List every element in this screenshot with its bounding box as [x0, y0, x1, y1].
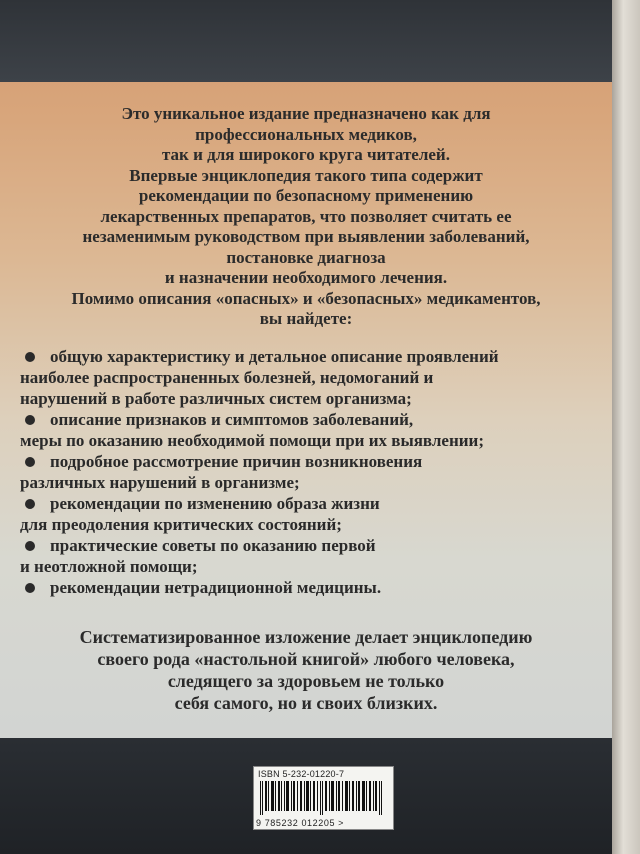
intro-line: Впервые энциклопедия такого типа содержит — [129, 165, 483, 185]
bullet-line: меры по оказанию необходимой помощи при их выявлении; — [20, 431, 484, 450]
bullet-line: для преодоления критических состояний; — [20, 515, 342, 534]
bullet-item — [20, 577, 605, 598]
intro-text — [0, 104, 612, 330]
intro-line: незаменимым руководством при выявлении заболеваний, — [82, 227, 530, 246]
bullet-dot-icon — [25, 352, 35, 362]
intro-line: профессиональных медиков, — [195, 124, 417, 144]
bullet-item — [20, 535, 605, 577]
intro-line: Помимо описания «опасных» и «безопасных» медикаментов, — [71, 288, 541, 308]
intro-line: лекарственных препаратов, что позволяет считать ее — [100, 206, 512, 226]
bullet-dot-icon — [25, 457, 35, 467]
barcode-icon — [260, 781, 386, 815]
bullet-dot-icon — [25, 583, 35, 593]
barcode-label — [253, 766, 394, 830]
bullet-dot-icon — [25, 415, 35, 425]
bullet-line: и неотложной помощи; — [20, 557, 198, 576]
top-dark-band — [0, 0, 612, 82]
bullet-item — [20, 409, 605, 451]
bullet-dot-icon — [25, 541, 35, 551]
bullet-line: общую характеристику и детальное описание проявлений — [50, 347, 499, 366]
bullet-line: различных нарушений в организме; — [20, 473, 300, 492]
bullet-line: рекомендации по изменению образа жизни — [50, 494, 380, 513]
bullet-list — [20, 346, 605, 598]
bullet-line: подробное рассмотрение причин возникновения — [50, 452, 423, 471]
bullet-line: нарушений в работе различных систем организма; — [20, 389, 412, 408]
isbn-text: ISBN 5-232-01220-7 — [258, 769, 345, 779]
summary-line: себя самого, но и своих близких. — [174, 693, 438, 713]
intro-line: так и для широкого круга читателей. — [162, 145, 450, 164]
intro-line: постановке диагноза — [226, 247, 386, 267]
bullet-line: практические советы по оказанию первой — [50, 536, 376, 555]
intro-line: вы найдете: — [259, 309, 353, 328]
bullet-dot-icon — [25, 499, 35, 509]
bullet-line: наиболее распространенных болезней, недомоганий и — [20, 368, 434, 387]
barcode-number: 9 785232 012205 > — [256, 818, 345, 828]
intro-line: и назначении необходимого лечения. — [164, 268, 448, 287]
intro-line: рекомендации по безопасному применению — [138, 186, 474, 205]
intro-line: Это уникальное издание предназначено как для — [121, 104, 491, 123]
summary-line: следящего за здоровьем не только — [167, 671, 445, 691]
bullet-item — [20, 346, 605, 409]
bullet-item — [20, 451, 605, 493]
summary-text — [0, 626, 612, 714]
summary-line: своего рода «настольной книгой» любого человека, — [97, 649, 515, 669]
page-edge — [612, 0, 640, 854]
summary-line: Систематизированное изложение делает энциклопедию — [79, 627, 533, 647]
bullet-item — [20, 493, 605, 535]
bullet-line: описание признаков и симптомов заболеваний, — [50, 410, 414, 429]
bullet-line: рекомендации нетрадиционной медицины. — [50, 578, 382, 597]
